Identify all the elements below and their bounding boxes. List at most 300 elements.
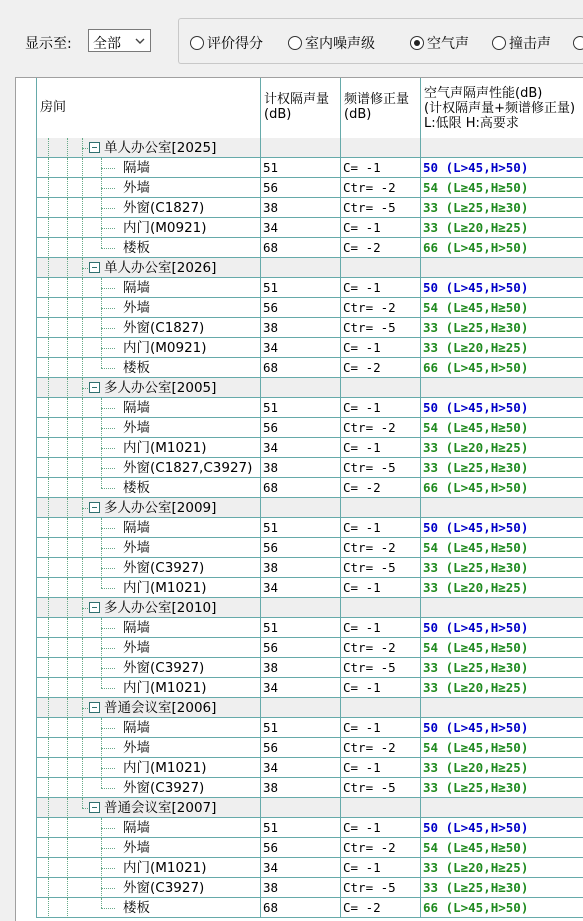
component-name: 内门(M0921) [123, 220, 207, 236]
component-tree-cell [37, 618, 261, 638]
tree-guide-line [67, 718, 68, 738]
tree-guide-line [82, 638, 83, 658]
row-gutter [16, 298, 37, 318]
tree-guide-line [67, 478, 68, 498]
component-row[interactable] [16, 718, 583, 738]
group-empty-cell [261, 498, 341, 518]
tree-guide-line [67, 798, 68, 818]
tree-guide-line [82, 758, 83, 778]
component-tree-cell [37, 578, 261, 598]
tree-guide-line [67, 258, 68, 278]
tree-guide-line [67, 678, 68, 698]
tree-guide-line [67, 178, 68, 198]
component-row[interactable] [16, 818, 583, 838]
tree-guide-line [48, 278, 49, 298]
tree-guide-line [82, 238, 83, 258]
correction-cell: Ctr= -2 [341, 418, 421, 438]
weighted-cell: 34 [261, 218, 341, 238]
tree-guide-line [48, 358, 49, 378]
component-name: 外窗(C1827,C3927) [123, 460, 253, 476]
row-gutter [16, 278, 37, 298]
group-empty-cell [261, 698, 341, 718]
row-gutter [16, 378, 37, 398]
component-row[interactable] [16, 418, 583, 438]
weighted-cell: 68 [261, 358, 341, 378]
row-gutter [16, 898, 37, 918]
tree-branch-line [101, 748, 115, 749]
tree-guide-line [82, 478, 83, 498]
component-tree-cell [37, 818, 261, 838]
component-tree-cell [37, 418, 261, 438]
performance-cell: 33 (L≥25,H≥30) [421, 198, 583, 218]
header-performance-line1: 空气声隔声性能(dB) [424, 86, 543, 101]
tree-guide-line [67, 618, 68, 638]
performance-cell: 33 (L≥25,H≥30) [421, 658, 583, 678]
row-gutter [16, 358, 37, 378]
tree-guide-line [82, 518, 83, 538]
radio-more[interactable] [573, 35, 583, 51]
radio-more-indicator[interactable] [573, 36, 583, 50]
tree-guide-line [48, 858, 49, 878]
weighted-cell: 51 [261, 278, 341, 298]
radio-airborne-sound-indicator[interactable] [410, 36, 424, 50]
weighted-cell: 38 [261, 878, 341, 898]
tree-guide-line [67, 838, 68, 858]
component-name: 外窗(C1827) [123, 200, 205, 216]
component-tree-cell [37, 178, 261, 198]
correction-cell: C= -1 [341, 158, 421, 178]
correction-cell: C= -1 [341, 858, 421, 878]
performance-cell: 50 (L>45,H>50) [421, 818, 583, 838]
component-row[interactable] [16, 858, 583, 878]
group-empty-cell [341, 598, 421, 618]
group-empty-cell [341, 378, 421, 398]
tree-guide-line [82, 738, 83, 758]
room-group-row[interactable] [16, 798, 583, 818]
sound-insulation-grid [15, 77, 583, 921]
row-gutter [16, 738, 37, 758]
tree-branch-line [101, 848, 115, 849]
header-performance[interactable] [421, 78, 583, 138]
show-to-select[interactable] [88, 29, 151, 52]
performance-cell: 33 (L≥20,H≥25) [421, 678, 583, 698]
group-empty-cell [341, 698, 421, 718]
weighted-cell: 56 [261, 418, 341, 438]
tree-branch-line [101, 648, 115, 649]
tree-branch-line [101, 828, 115, 829]
tree-branch-line [101, 788, 115, 789]
component-row[interactable] [16, 458, 583, 478]
component-row[interactable] [16, 558, 583, 578]
component-tree-cell [37, 538, 261, 558]
tree-branch-line [101, 188, 115, 189]
component-row[interactable] [16, 318, 583, 338]
tree-guide-line [82, 278, 83, 298]
component-name: 隔墙 [123, 280, 150, 296]
performance-cell: 66 (L>45,H>50) [421, 358, 583, 378]
tree-branch-line [101, 308, 115, 309]
component-name: 楼板 [123, 360, 150, 376]
component-tree-cell [37, 558, 261, 578]
component-row[interactable] [16, 678, 583, 698]
group-empty-cell [421, 138, 583, 158]
tree-guide-line [67, 298, 68, 318]
tree-branch-line [101, 868, 115, 869]
correction-cell: C= -1 [341, 578, 421, 598]
component-row[interactable] [16, 438, 583, 458]
row-gutter [16, 458, 37, 478]
radio-airborne-sound-label: 空气声 [427, 36, 469, 52]
tree-branch-line [101, 368, 115, 369]
tree-guide-line [48, 538, 49, 558]
row-gutter [16, 618, 37, 638]
room-group-row[interactable] [16, 378, 583, 398]
tree-guide-line [67, 318, 68, 338]
performance-cell: 33 (L≥20,H≥25) [421, 218, 583, 238]
tree-guide-line [82, 178, 83, 198]
tree-branch-line [101, 728, 115, 729]
tree-guide-line [67, 878, 68, 898]
component-tree-cell [37, 898, 261, 918]
component-tree-cell [37, 758, 261, 778]
correction-cell: C= -2 [341, 238, 421, 258]
collapse-icon[interactable] [89, 142, 100, 153]
tree-guide-line [101, 358, 102, 368]
tree-guide-line [67, 778, 68, 798]
performance-cell: 50 (L>45,H>50) [421, 398, 583, 418]
component-row[interactable] [16, 398, 583, 418]
show-to-label: 显示至: [25, 36, 72, 52]
weighted-cell: 38 [261, 458, 341, 478]
component-name: 外窗(C3927) [123, 780, 205, 796]
component-row[interactable] [16, 878, 583, 898]
component-name: 外墙 [123, 300, 150, 316]
tree-guide-line [82, 438, 83, 458]
collapse-icon[interactable] [89, 602, 100, 613]
weighted-cell: 56 [261, 638, 341, 658]
performance-cell: 33 (L≥25,H≥30) [421, 318, 583, 338]
tree-guide-line [67, 738, 68, 758]
tree-guide-line [48, 638, 49, 658]
room-name: 单人办公室[2025] [104, 140, 217, 156]
component-row[interactable] [16, 638, 583, 658]
tree-branch-line [101, 248, 115, 249]
radio-impact-sound-label: 撞击声 [509, 36, 551, 52]
radio-indoor-noise[interactable] [288, 35, 375, 51]
tree-branch-line [101, 568, 115, 569]
group-empty-cell [341, 138, 421, 158]
tree-guide-line [67, 398, 68, 418]
tree-guide-line [82, 198, 83, 218]
tree-guide-line [48, 618, 49, 638]
row-gutter [16, 558, 37, 578]
radio-indoor-noise-indicator[interactable] [288, 36, 302, 50]
row-gutter [16, 498, 37, 518]
tree-branch-line [101, 768, 115, 769]
weighted-cell: 68 [261, 238, 341, 258]
component-tree-cell [37, 878, 261, 898]
group-empty-cell [261, 138, 341, 158]
weighted-cell: 56 [261, 178, 341, 198]
room-name: 多人办公室[2009] [104, 500, 217, 516]
collapse-icon[interactable] [89, 382, 100, 393]
room-group-row[interactable] [16, 138, 583, 158]
tree-branch-line [101, 908, 115, 909]
component-row[interactable] [16, 518, 583, 538]
radio-score-indicator[interactable] [190, 36, 204, 50]
component-name: 外窗(C1827) [123, 320, 205, 336]
tree-guide-line [82, 158, 83, 178]
grid-header [16, 78, 583, 139]
collapse-icon[interactable] [89, 262, 100, 273]
performance-cell: 54 (L≥45,H≥50) [421, 538, 583, 558]
tree-guide-line [48, 398, 49, 418]
component-tree-cell [37, 358, 261, 378]
component-tree-cell [37, 398, 261, 418]
weighted-cell: 51 [261, 518, 341, 538]
group-empty-cell [341, 258, 421, 278]
performance-cell: 66 (L>45,H>50) [421, 238, 583, 258]
tree-guide-line [48, 238, 49, 258]
radio-score[interactable] [190, 35, 263, 51]
performance-cell: 54 (L≥45,H≥50) [421, 838, 583, 858]
tree-guide-line [48, 378, 49, 398]
tree-guide-line [82, 658, 83, 678]
component-row[interactable] [16, 838, 583, 858]
collapse-icon[interactable] [89, 502, 100, 513]
tree-guide-line [82, 398, 83, 418]
performance-cell: 33 (L≥25,H≥30) [421, 878, 583, 898]
radio-indoor-noise-label: 室内噪声级 [305, 36, 375, 52]
component-name: 外窗(C3927) [123, 660, 205, 676]
performance-cell: 66 (L>45,H>50) [421, 898, 583, 918]
tree-guide-line [82, 718, 83, 738]
component-tree-cell [37, 778, 261, 798]
tree-guide-line [67, 218, 68, 238]
component-tree-cell [37, 678, 261, 698]
chevron-down-icon [134, 34, 146, 48]
tree-guide-line [48, 598, 49, 618]
weighted-cell: 56 [261, 738, 341, 758]
header-weighted[interactable] [261, 78, 341, 138]
component-row[interactable] [16, 758, 583, 778]
weighted-cell: 34 [261, 678, 341, 698]
room-name: 普通会议室[2007] [104, 800, 217, 816]
correction-cell: C= -1 [341, 678, 421, 698]
weighted-cell: 38 [261, 778, 341, 798]
performance-cell: 54 (L≥45,H≥50) [421, 638, 583, 658]
header-performance-line3: L:低限 H:高要求 [424, 116, 519, 131]
tree-guide-line [67, 378, 68, 398]
component-tree-cell [37, 158, 261, 178]
component-row[interactable] [16, 158, 583, 178]
performance-cell: 50 (L>45,H>50) [421, 718, 583, 738]
correction-cell: Ctr= -5 [341, 878, 421, 898]
component-row[interactable] [16, 738, 583, 758]
tree-guide-line [67, 278, 68, 298]
component-row[interactable] [16, 218, 583, 238]
tree-branch-line [101, 428, 115, 429]
component-row[interactable] [16, 778, 583, 798]
component-tree-cell [37, 638, 261, 658]
component-row[interactable] [16, 658, 583, 678]
correction-cell: C= -1 [341, 618, 421, 638]
radio-airborne-sound[interactable] [410, 35, 469, 51]
tree-guide-line [82, 558, 83, 578]
room-group-row[interactable] [16, 258, 583, 278]
component-row[interactable] [16, 578, 583, 598]
correction-cell: Ctr= -2 [341, 178, 421, 198]
group-empty-cell [261, 598, 341, 618]
group-empty-cell [421, 498, 583, 518]
component-row[interactable] [16, 478, 583, 498]
weighted-cell: 38 [261, 558, 341, 578]
component-row[interactable] [16, 338, 583, 358]
tree-branch-line [101, 348, 115, 349]
tree-branch-line [101, 448, 115, 449]
component-tree-cell [37, 318, 261, 338]
row-gutter [16, 758, 37, 778]
component-name: 外窗(C3927) [123, 880, 205, 896]
component-row[interactable] [16, 618, 583, 638]
row-gutter [16, 798, 37, 818]
tree-guide-line [67, 898, 68, 918]
component-tree-cell [37, 298, 261, 318]
component-row[interactable] [16, 898, 583, 918]
header-weighted-line1: 计权隔声量 [264, 92, 330, 107]
tree-guide-line [67, 238, 68, 258]
tree-branch-line [101, 488, 115, 489]
component-name: 内门(M1021) [123, 680, 207, 696]
tree-guide-line [67, 198, 68, 218]
performance-cell: 33 (L≥20,H≥25) [421, 858, 583, 878]
group-empty-cell [421, 798, 583, 818]
room-group-row[interactable] [16, 598, 583, 618]
tree-guide-line [101, 898, 102, 908]
correction-cell: Ctr= -2 [341, 738, 421, 758]
tree-guide-line [82, 678, 83, 698]
row-gutter [16, 238, 37, 258]
header-weighted-line2: (dB) [264, 107, 292, 122]
row-gutter [16, 158, 37, 178]
weighted-cell: 38 [261, 318, 341, 338]
component-name: 内门(M1021) [123, 760, 207, 776]
weighted-cell: 56 [261, 538, 341, 558]
weighted-cell: 68 [261, 478, 341, 498]
room-name: 多人办公室[2005] [104, 380, 217, 396]
component-name: 外墙 [123, 540, 150, 556]
header-gutter [16, 78, 37, 138]
correction-cell: C= -1 [341, 278, 421, 298]
performance-cell: 33 (L≥20,H≥25) [421, 758, 583, 778]
radio-impact-sound[interactable] [492, 35, 551, 51]
tree-guide-line [67, 658, 68, 678]
weighted-cell: 51 [261, 158, 341, 178]
tree-branch-line [101, 888, 115, 889]
header-room[interactable] [37, 78, 261, 138]
tree-guide-line [82, 358, 83, 378]
component-name: 楼板 [123, 240, 150, 256]
weighted-cell: 56 [261, 298, 341, 318]
header-room-label: 房间 [40, 100, 67, 115]
room-group-row[interactable] [16, 498, 583, 518]
radio-impact-sound-indicator[interactable] [492, 36, 506, 50]
row-gutter [16, 638, 37, 658]
weighted-cell: 38 [261, 198, 341, 218]
component-row[interactable] [16, 238, 583, 258]
room-group-row[interactable] [16, 698, 583, 718]
weighted-cell: 38 [261, 658, 341, 678]
row-gutter [16, 418, 37, 438]
component-row[interactable] [16, 358, 583, 378]
component-row[interactable] [16, 198, 583, 218]
tree-guide-line [48, 718, 49, 738]
row-gutter [16, 658, 37, 678]
tree-guide-line [67, 518, 68, 538]
row-gutter [16, 398, 37, 418]
tree-guide-line [48, 218, 49, 238]
component-tree-cell [37, 858, 261, 878]
component-row[interactable] [16, 538, 583, 558]
tree-guide-line [48, 138, 49, 158]
collapse-icon[interactable] [89, 802, 100, 813]
header-spectrum[interactable] [341, 78, 421, 138]
collapse-icon[interactable] [89, 702, 100, 713]
tree-guide-line [101, 678, 102, 688]
performance-cell: 50 (L>45,H>50) [421, 518, 583, 538]
component-row[interactable] [16, 178, 583, 198]
tree-guide-line [67, 158, 68, 178]
tree-guide-line [67, 498, 68, 518]
component-name: 隔墙 [123, 820, 150, 836]
weighted-cell: 51 [261, 618, 341, 638]
tree-guide-line [67, 418, 68, 438]
tree-guide-line [101, 478, 102, 488]
component-tree-cell [37, 438, 261, 458]
tree-guide-line [48, 478, 49, 498]
component-row[interactable] [16, 298, 583, 318]
weighted-cell: 51 [261, 398, 341, 418]
tree-branch-line [101, 168, 115, 169]
performance-cell: 33 (L≥25,H≥30) [421, 558, 583, 578]
component-tree-cell [37, 458, 261, 478]
group-empty-cell [261, 798, 341, 818]
component-tree-cell [37, 218, 261, 238]
component-name: 楼板 [123, 900, 150, 916]
component-name: 外墙 [123, 840, 150, 856]
correction-cell: Ctr= -2 [341, 298, 421, 318]
correction-cell: Ctr= -2 [341, 638, 421, 658]
row-gutter [16, 318, 37, 338]
tree-guide-line [67, 858, 68, 878]
tree-guide-line [48, 658, 49, 678]
tree-guide-line [67, 698, 68, 718]
tree-guide-line [67, 578, 68, 598]
component-name: 外墙 [123, 640, 150, 656]
component-tree-cell [37, 718, 261, 738]
tree-guide-line [67, 598, 68, 618]
weighted-cell: 34 [261, 578, 341, 598]
tree-guide-line [48, 298, 49, 318]
component-tree-cell [37, 198, 261, 218]
component-row[interactable] [16, 278, 583, 298]
correction-cell: C= -1 [341, 718, 421, 738]
tree-guide-line [48, 178, 49, 198]
tree-branch-line [101, 588, 115, 589]
tree-guide-line [48, 778, 49, 798]
tree-guide-line [82, 218, 83, 238]
room-tree-cell [37, 698, 261, 718]
